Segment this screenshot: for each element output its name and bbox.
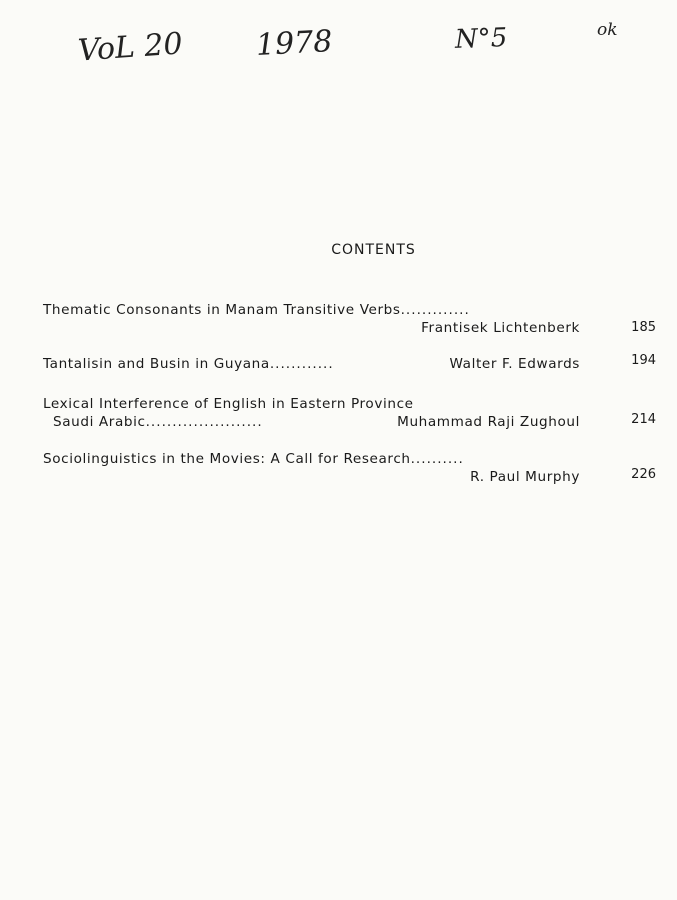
entry-page: 194: [631, 353, 656, 368]
dot-leader: ..........: [410, 451, 464, 467]
handwritten-number: N°5: [454, 23, 508, 55]
entry-author: R. Paul Murphy: [470, 469, 580, 485]
handwritten-volume: VoL 20: [76, 26, 184, 69]
entry-author: Walter F. Edwards: [449, 356, 580, 372]
entry-page: 214: [631, 412, 656, 427]
dot-leader: .............: [400, 302, 470, 318]
toc-entry-2: [43, 353, 658, 374]
handwritten-year: 1978: [255, 24, 334, 63]
toc-entry-3: [43, 396, 658, 432]
entry-title-continued: Saudi Arabic: [53, 414, 146, 430]
contents-heading: CONTENTS: [331, 242, 416, 258]
dot-leader: ......................: [145, 414, 263, 430]
entry-author: Muhammad Raji Zughoul: [397, 414, 580, 430]
handwritten-note: ok: [597, 20, 618, 40]
entry-page: 185: [631, 320, 656, 335]
entry-title: Sociolinguistics in the Movies: A Call for Research: [43, 451, 411, 467]
entry-page: 226: [631, 467, 656, 482]
entry-author: Frantisek Lichtenberk: [421, 320, 580, 336]
entry-title: Lexical Interference of English in Eastern Province: [43, 396, 414, 412]
dot-leader: ............: [269, 356, 334, 372]
toc-entry-4: [43, 451, 658, 487]
entry-title: Tantalisin and Busin in Guyana: [43, 356, 270, 372]
toc-entry-1: [43, 302, 658, 338]
entry-title: Thematic Consonants in Manam Transitive Verbs: [43, 302, 401, 318]
